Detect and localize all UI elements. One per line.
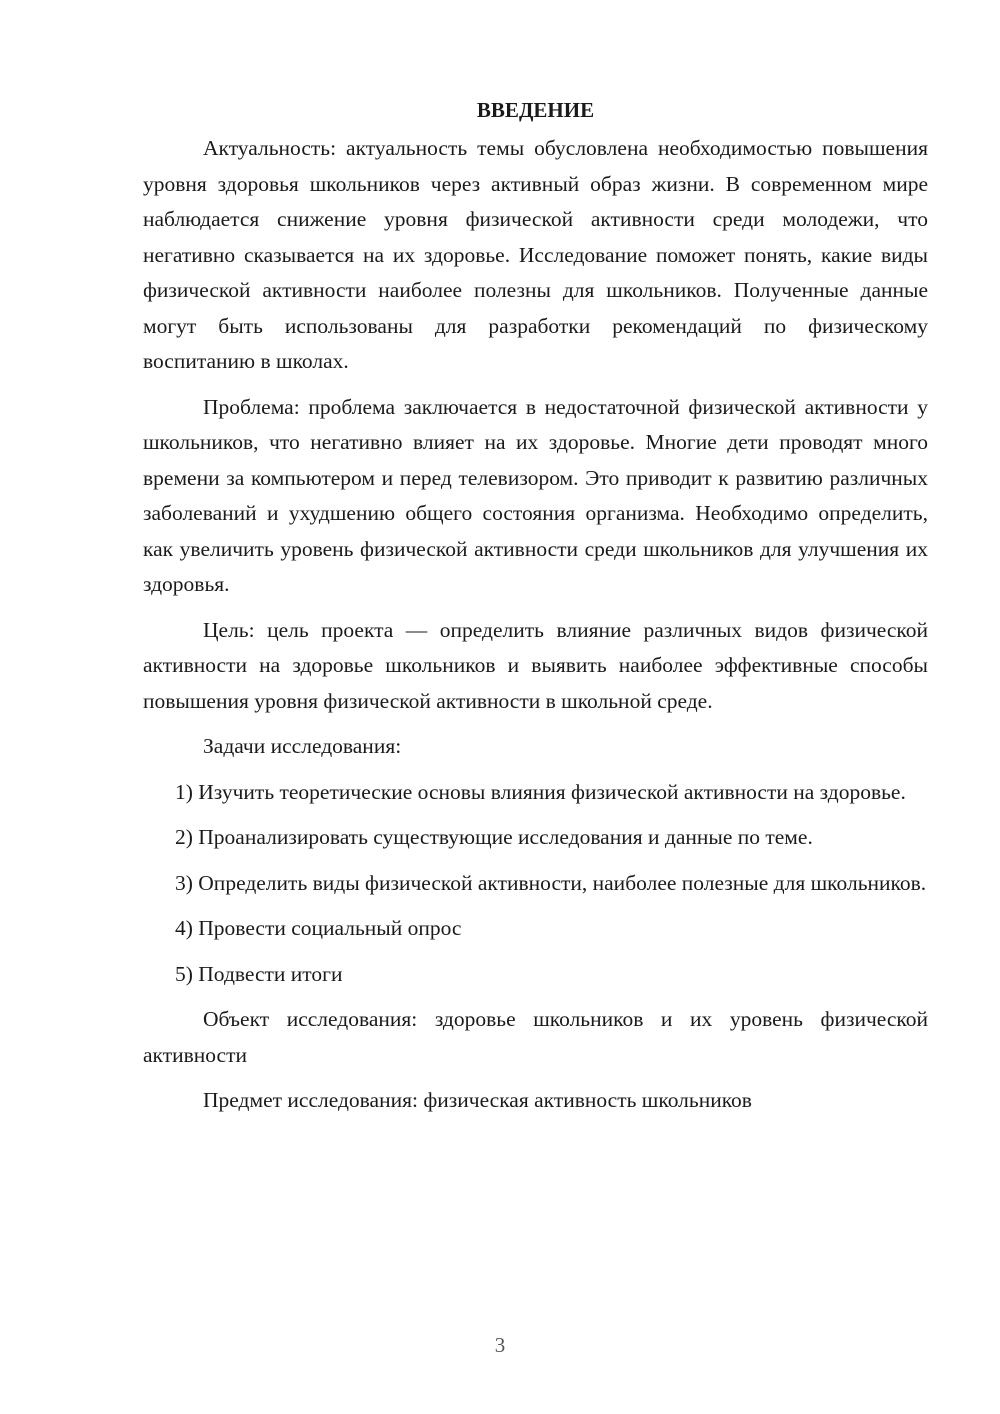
research-subject-paragraph: Предмет исследования: физическая активность школьников [203, 1088, 752, 1112]
task-item: 1) Изучить теоретические основы влияния физической активности на здоровье. [175, 779, 906, 804]
page-number: 3 [494, 1333, 506, 1357]
problem-paragraph: Проблема: проблема заключается в недостаточной физической активности у школьников, что негативно влияет на их здоровье. Многие дети проводят много времени за компьютером и перед телевизором. Это приводит к развитию различных заболеваний и ухудшению общего состояния организма. Необходимо определить, как увеличить уровень физической активности среди школьников для улучшения их здоровья. [143, 394, 928, 596]
goal-paragraph: Цель: цель проекта — определить влияние различных видов физической активности на здоровье школьников и выявить наиболее эффективные способы повышения уровня физической активности в школьной среде. [143, 617, 928, 713]
task-item: 3) Определить виды физической активности, наиболее полезные для школьников. [175, 870, 927, 895]
document-page [143, 92, 928, 1129]
task-item: 5) Подвести итоги [175, 961, 343, 986]
task-item: 4) Провести социальный опрос [175, 916, 462, 940]
research-object-paragraph: Объект исследования: здоровье школьников и их уровень физической активности [143, 1007, 928, 1067]
relevance-paragraph: Актуальность: актуальность темы обусловлена необходимостью повышения уровня здоровья школьников через активный образ жизни. В современном мире наблюдается снижение уровня физической активности среди молодежи, что негативно сказывается на их здоровье. Исследование поможет понять, какие виды физической активности наиболее полезны для школьников. Полученные данные могут быть использованы для разработки рекомендаций по физическому воспитанию в школах. [143, 136, 928, 373]
task-item: 2) Проанализировать существующие исследования и данные по теме. [175, 825, 813, 849]
page-title: ВВЕДЕНИЕ [476, 98, 595, 122]
tasks-title: Задачи исследования: [203, 734, 402, 758]
